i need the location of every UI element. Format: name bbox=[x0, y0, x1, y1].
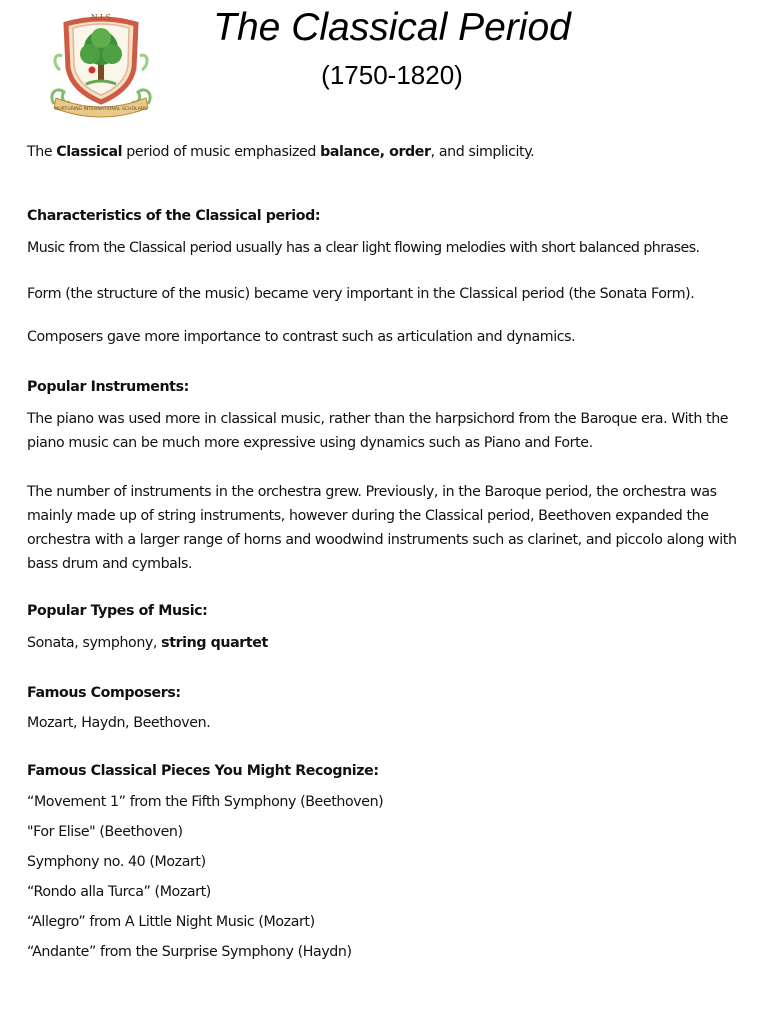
instruments-paragraph-1: The piano was used more in classical music, rather than the harpsichord from the Baroque era. With the piano music can be much more expressive using dynamics such as Piano and Forte. bbox=[27, 411, 729, 451]
composers-heading: Famous Composers: bbox=[27, 685, 181, 701]
composers-list: Mozart, Haydn, Beethoven. bbox=[27, 715, 211, 731]
characteristics-paragraph-3: Composers gave more importance to contrast such as articulation and dynamics. bbox=[27, 329, 576, 345]
intro-paragraph: The Classical period of music emphasized balance, order, and simplicity. bbox=[27, 144, 535, 160]
types-list: Sonata, symphony, string quartet bbox=[27, 635, 268, 651]
page-title: The Classical Period bbox=[213, 6, 571, 49]
pieces-heading: Famous Classical Pieces You Might Recognize: bbox=[27, 763, 379, 779]
svg-text:NURTURING INTERNATIONAL SCHOLA: NURTURING INTERNATIONAL SCHOLARS bbox=[54, 107, 148, 112]
piece-item: “Andante” from the Surprise Symphony (Haydn) bbox=[27, 944, 352, 960]
types-heading: Popular Types of Music: bbox=[27, 603, 208, 619]
piece-item: “Movement 1” from the Fifth Symphony (Beethoven) bbox=[27, 794, 384, 810]
characteristics-paragraph-2: Form (the structure of the music) became very important in the Classical period (the Sonata Form). bbox=[27, 286, 695, 302]
instruments-heading: Popular Instruments: bbox=[27, 379, 189, 395]
instruments-paragraph-2: The number of instruments in the orchestra grew. Previously, in the Baroque period, the orchestra was mainly made up of string instruments, however during the Classical period, Beethoven expanded the orchestra with a larger range of horns and woodwind instruments such as clarinet, and piccolo along with bass drum and cymbals. bbox=[27, 484, 737, 572]
svg-text:N.I.S: N.I.S bbox=[90, 13, 112, 22]
tree-crest-icon bbox=[46, 8, 156, 124]
characteristics-heading: Characteristics of the Classical period: bbox=[27, 208, 321, 224]
page-subtitle: (1750-1820) bbox=[321, 60, 463, 90]
piece-item: "For Elise" (Beethoven) bbox=[27, 824, 183, 840]
characteristics-paragraph-1: Music from the Classical period usually has a clear light flowing melodies with short balanced phrases. bbox=[27, 240, 700, 256]
piece-item: “Rondo alla Turca” (Mozart) bbox=[27, 884, 211, 900]
piece-item: Symphony no. 40 (Mozart) bbox=[27, 854, 206, 870]
piece-item: “Allegro” from A Little Night Music (Mozart) bbox=[27, 914, 315, 930]
school-logo bbox=[46, 8, 156, 124]
